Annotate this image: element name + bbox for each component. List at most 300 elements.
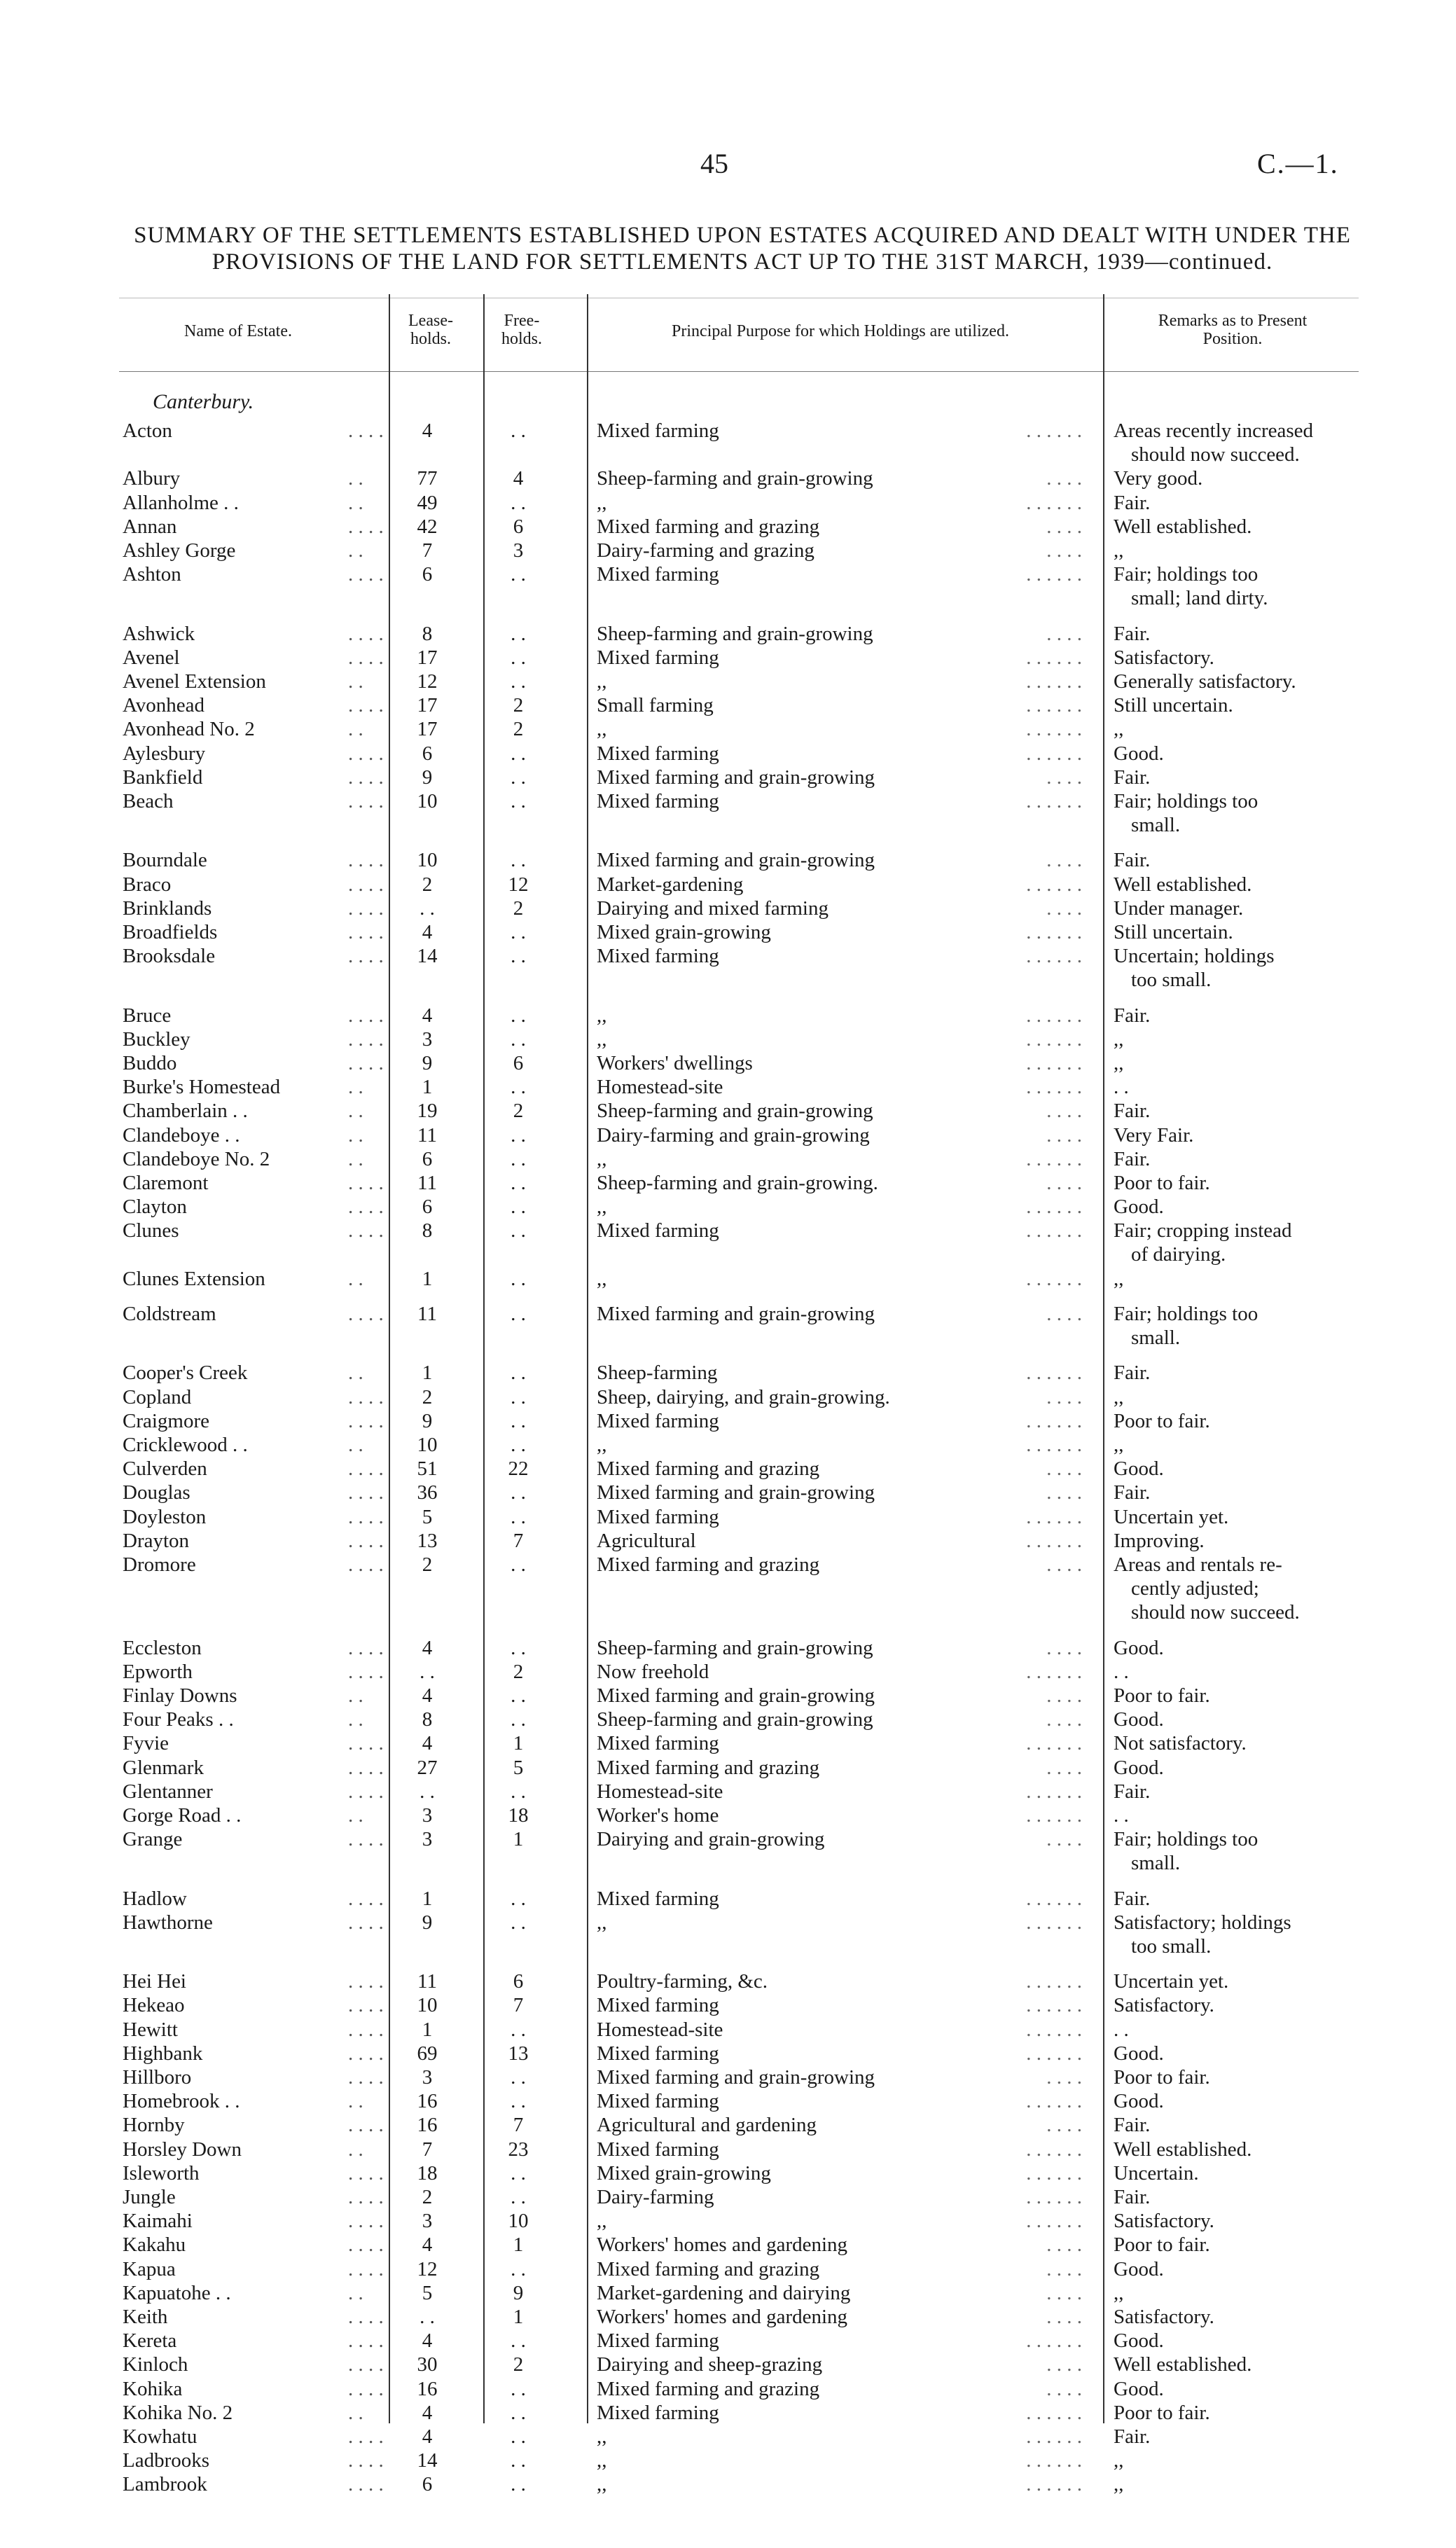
freeholds-count: 1 bbox=[513, 1828, 524, 1850]
remarks-text: Good. bbox=[1114, 742, 1164, 765]
table-row bbox=[0, 742, 1456, 766]
table-row bbox=[0, 2329, 1456, 2353]
table-row bbox=[0, 670, 1456, 693]
leaseholds-count: 49 bbox=[417, 492, 438, 514]
estate-name: Copland bbox=[123, 1386, 192, 1408]
table-row bbox=[0, 944, 1456, 992]
header-freeholds-line2: holds. bbox=[501, 330, 542, 348]
remarks-text: Good. bbox=[1114, 2378, 1164, 2400]
leader-dots: . . . . bbox=[348, 1506, 384, 1528]
leaseholds-count: 36 bbox=[417, 1481, 438, 1504]
estate-name: Kakahu bbox=[123, 2234, 186, 2256]
principal-purpose: Mixed farming and grain-growing bbox=[597, 1481, 875, 1504]
freeholds-count: 4 bbox=[513, 467, 524, 490]
estate-name: Avenel bbox=[123, 646, 180, 669]
leaseholds-count: 2 bbox=[422, 2186, 433, 2208]
leaseholds-count: 16 bbox=[417, 2114, 438, 2136]
principal-purpose: Sheep-farming and grain-growing bbox=[597, 623, 873, 645]
page-number: 45 bbox=[700, 148, 728, 179]
table-row bbox=[0, 2233, 1456, 2257]
principal-purpose: Mixed farming bbox=[597, 2402, 719, 2424]
estate-name: Beach bbox=[123, 790, 174, 812]
table-row bbox=[0, 2209, 1456, 2233]
principal-purpose: Sheep-farming and grain-growing bbox=[597, 1637, 873, 1659]
leaseholds-count: 1 bbox=[422, 1268, 433, 1290]
leader-dots: . . bbox=[348, 1684, 363, 1707]
estate-name: Aylesbury bbox=[123, 742, 206, 765]
leader-dots: . . . . bbox=[348, 1970, 384, 1993]
leader-dots: . . . . bbox=[348, 515, 384, 538]
leaseholds-count: 4 bbox=[422, 2402, 433, 2424]
purpose-leader-dots: . . . . bbox=[1046, 1481, 1082, 1504]
leaseholds-count: 1 bbox=[422, 1362, 433, 1384]
leaseholds-count: 13 bbox=[417, 1530, 438, 1552]
leaseholds-count: 2 bbox=[422, 1553, 433, 1576]
table-row bbox=[0, 717, 1456, 741]
purpose-leader-dots: . . . . . . bbox=[1026, 2425, 1082, 2448]
principal-purpose: Mixed farming bbox=[597, 2090, 719, 2112]
purpose-leader-dots: . . . . bbox=[1046, 1757, 1082, 1779]
principal-purpose: Mixed farming bbox=[597, 742, 719, 765]
estate-name: Claremont bbox=[123, 1172, 209, 1194]
purpose-leader-dots: . . . . bbox=[1046, 2378, 1082, 2400]
estate-name: Kereta bbox=[123, 2329, 177, 2352]
leaseholds-count: 6 bbox=[422, 2473, 433, 2495]
leaseholds-count: 8 bbox=[422, 1219, 433, 1242]
purpose-leader-dots: . . . . bbox=[1046, 1124, 1082, 1147]
remarks-text: ,, bbox=[1114, 2449, 1124, 2472]
principal-purpose: Mixed farming and grazing bbox=[597, 1757, 820, 1779]
table-row bbox=[0, 1505, 1456, 1529]
freeholds-count: . . bbox=[511, 2162, 526, 2185]
freeholds-count: . . bbox=[511, 1004, 526, 1027]
remarks-text: too small. bbox=[1131, 969, 1212, 992]
principal-purpose: Mixed farming and grazing bbox=[597, 1458, 820, 1480]
table-row bbox=[0, 1123, 1456, 1147]
principal-purpose: Mixed farming and grain-growing bbox=[597, 849, 875, 871]
leaseholds-count: 17 bbox=[417, 718, 438, 740]
purpose-leader-dots: . . . . . . bbox=[1026, 1732, 1082, 1754]
leader-dots: . . bbox=[348, 492, 363, 514]
freeholds-count: 2 bbox=[513, 1661, 524, 1683]
remarks-text: cently adjusted; bbox=[1131, 1577, 1259, 1600]
estate-name: Doyleston bbox=[123, 1506, 207, 1528]
freeholds-count: 3 bbox=[513, 539, 524, 562]
leaseholds-count: 8 bbox=[422, 623, 433, 645]
remarks-text: Fair; cropping instead bbox=[1114, 1219, 1292, 1242]
freeholds-count: 1 bbox=[513, 2306, 524, 2328]
remarks-text: Good. bbox=[1114, 1757, 1164, 1779]
estate-name: Glenmark bbox=[123, 1757, 204, 1779]
principal-purpose: Sheep-farming bbox=[597, 1362, 718, 1384]
leader-dots: . . . . bbox=[348, 694, 384, 716]
purpose-leader-dots: . . . . . . bbox=[1026, 1434, 1082, 1456]
leaseholds-count: 16 bbox=[417, 2378, 438, 2400]
purpose-leader-dots: . . . . . . bbox=[1026, 2019, 1082, 2041]
leader-dots: . . bbox=[348, 2138, 363, 2161]
purpose-leader-dots: . . . . bbox=[1046, 1553, 1082, 1576]
freeholds-count: 2 bbox=[513, 718, 524, 740]
estate-name: Hillboro bbox=[123, 2066, 192, 2089]
leaseholds-count: 3 bbox=[422, 1028, 433, 1051]
table-row bbox=[0, 1803, 1456, 1827]
estate-name: Clandeboye No. 2 bbox=[123, 1148, 270, 1170]
freeholds-count: . . bbox=[511, 1780, 526, 1803]
principal-purpose: ,, bbox=[597, 718, 607, 740]
freeholds-count: . . bbox=[511, 790, 526, 812]
leader-dots: . . . . bbox=[348, 2329, 384, 2352]
remarks-text: Good. bbox=[1114, 2258, 1164, 2280]
leader-dots: . . . . bbox=[348, 2210, 384, 2232]
estate-name: Gorge Road . . bbox=[123, 1804, 242, 1827]
principal-purpose: Workers' homes and gardening bbox=[597, 2306, 848, 2328]
leader-dots: . . . . bbox=[348, 873, 384, 896]
estate-name: Broadfields bbox=[123, 921, 218, 943]
freeholds-count: . . bbox=[511, 420, 526, 442]
table-row bbox=[0, 1553, 1456, 1624]
principal-purpose: Mixed farming and grazing bbox=[597, 2378, 820, 2400]
estate-name: Eccleston bbox=[123, 1637, 202, 1659]
leaseholds-count: 11 bbox=[417, 1124, 437, 1147]
table-row bbox=[0, 1660, 1456, 1684]
leaseholds-count: 6 bbox=[422, 563, 433, 586]
leader-dots: . . . . bbox=[348, 2234, 384, 2256]
remarks-text: ,, bbox=[1114, 1268, 1124, 1290]
table-row bbox=[0, 848, 1456, 872]
principal-purpose: Mixed farming bbox=[597, 945, 719, 967]
table-row bbox=[0, 789, 1456, 837]
remarks-text: should now succeed. bbox=[1131, 1601, 1300, 1624]
leaseholds-count: 7 bbox=[422, 2138, 433, 2161]
freeholds-count: . . bbox=[511, 1124, 526, 1147]
purpose-leader-dots: . . . . . . bbox=[1026, 420, 1082, 442]
remarks-text: small. bbox=[1131, 1327, 1181, 1350]
table-row bbox=[0, 873, 1456, 896]
estate-name: Chamberlain . . bbox=[123, 1100, 248, 1122]
freeholds-count: . . bbox=[511, 1553, 526, 1576]
estate-name: Glentanner bbox=[123, 1780, 213, 1803]
freeholds-count: 5 bbox=[513, 1757, 524, 1779]
principal-purpose: ,, bbox=[597, 1148, 607, 1170]
remarks-text: ,, bbox=[1114, 1386, 1124, 1408]
leader-dots: . . bbox=[348, 2402, 363, 2424]
remarks-text: too small. bbox=[1131, 1935, 1212, 1958]
freeholds-count: . . bbox=[511, 670, 526, 693]
remarks-text: ,, bbox=[1114, 539, 1124, 562]
table-row bbox=[0, 1075, 1456, 1099]
freeholds-count: 2 bbox=[513, 1100, 524, 1122]
freeholds-count: . . bbox=[511, 1506, 526, 1528]
table-row bbox=[0, 2425, 1456, 2449]
leader-dots: . . . . bbox=[348, 1911, 384, 1934]
purpose-leader-dots: . . . . . . bbox=[1026, 1362, 1082, 1384]
remarks-text: Generally satisfactory. bbox=[1114, 670, 1296, 693]
remarks-text: Areas and rentals re- bbox=[1114, 1553, 1282, 1576]
remarks-text: Fair. bbox=[1114, 849, 1151, 871]
leader-dots: . . . . bbox=[348, 1052, 384, 1074]
remarks-text: Satisfactory. bbox=[1114, 646, 1214, 669]
principal-purpose: Homestead-site bbox=[597, 2019, 723, 2041]
remarks-text: Fair. bbox=[1114, 492, 1151, 514]
principal-purpose: Mixed farming bbox=[597, 2042, 719, 2065]
leader-dots: . . bbox=[348, 1362, 363, 1384]
leader-dots: . . . . bbox=[348, 1303, 384, 1325]
freeholds-count: . . bbox=[511, 2425, 526, 2448]
table-row bbox=[0, 2185, 1456, 2209]
leader-dots: . . . . bbox=[348, 1553, 384, 1576]
table-row bbox=[0, 1385, 1456, 1409]
leaseholds-count: 3 bbox=[422, 1804, 433, 1827]
principal-purpose: Mixed farming bbox=[597, 420, 719, 442]
remarks-text: . . bbox=[1114, 1804, 1129, 1827]
principal-purpose: Mixed farming and grain-growing bbox=[597, 2066, 875, 2089]
estate-name: Four Peaks . . bbox=[123, 1708, 234, 1731]
estate-name: Highbank bbox=[123, 2042, 203, 2065]
purpose-leader-dots: . . . . bbox=[1046, 2114, 1082, 2136]
leaseholds-count: 3 bbox=[422, 1828, 433, 1850]
purpose-leader-dots: . . . . bbox=[1046, 1303, 1082, 1325]
remarks-text: Fair. bbox=[1114, 1362, 1151, 1384]
table-row bbox=[0, 2377, 1456, 2401]
freeholds-count: 6 bbox=[513, 515, 524, 538]
principal-purpose: Mixed farming and grazing bbox=[597, 2258, 820, 2280]
purpose-leader-dots: . . . . . . bbox=[1026, 718, 1082, 740]
table-row bbox=[0, 1004, 1456, 1027]
leaseholds-count: 30 bbox=[417, 2353, 438, 2376]
freeholds-count: . . bbox=[511, 766, 526, 789]
freeholds-count: . . bbox=[511, 2258, 526, 2280]
remarks-text: Fair. bbox=[1114, 1481, 1151, 1504]
freeholds-count: . . bbox=[511, 849, 526, 871]
remarks-text: Poor to fair. bbox=[1114, 2066, 1210, 2089]
estate-name: Jungle bbox=[123, 2186, 176, 2208]
leader-dots: . . bbox=[348, 1708, 363, 1731]
purpose-leader-dots: . . . . . . bbox=[1026, 2138, 1082, 2161]
purpose-leader-dots: . . . . bbox=[1046, 1684, 1082, 1707]
leaseholds-count: 9 bbox=[422, 1052, 433, 1074]
freeholds-count: . . bbox=[511, 742, 526, 765]
leaseholds-count: 2 bbox=[422, 873, 433, 896]
principal-purpose: Sheep-farming and grain-growing bbox=[597, 1708, 873, 1731]
principal-purpose: Mixed farming bbox=[597, 1888, 719, 1910]
leader-dots: . . . . bbox=[348, 2114, 384, 2136]
principal-purpose: Mixed farming bbox=[597, 646, 719, 669]
estate-name: Clayton bbox=[123, 1196, 187, 1218]
freeholds-count: 7 bbox=[513, 1530, 524, 1552]
remarks-text: Fair; holdings too bbox=[1114, 1828, 1259, 1850]
estate-name: Cricklewood . . bbox=[123, 1434, 248, 1456]
principal-purpose: Mixed farming and grain-growing bbox=[597, 766, 875, 789]
remarks-text: Poor to fair. bbox=[1114, 1684, 1210, 1707]
leaseholds-count: 6 bbox=[422, 1196, 433, 1218]
purpose-leader-dots: . . . . . . bbox=[1026, 1780, 1082, 1803]
leader-dots: . . bbox=[348, 2282, 363, 2304]
remarks-text: ,, bbox=[1114, 2473, 1124, 2495]
estate-name: Hei Hei bbox=[123, 1970, 186, 1993]
leader-dots: . . . . bbox=[348, 1458, 384, 1480]
leaseholds-count: 9 bbox=[422, 766, 433, 789]
purpose-leader-dots: . . . . . . bbox=[1026, 1076, 1082, 1098]
freeholds-count: . . bbox=[511, 1708, 526, 1731]
leader-dots: . . . . bbox=[348, 742, 384, 765]
header-name-of-estate: Name of Estate. bbox=[184, 322, 292, 340]
leaseholds-count: 3 bbox=[422, 2066, 433, 2089]
purpose-leader-dots: . . . . bbox=[1046, 1172, 1082, 1194]
purpose-leader-dots: . . . . . . bbox=[1026, 1268, 1082, 1290]
leader-dots: . . bbox=[348, 2090, 363, 2112]
table-row bbox=[0, 2138, 1456, 2161]
header-leaseholds bbox=[399, 312, 462, 348]
remarks-text: Good. bbox=[1114, 2329, 1164, 2352]
estate-name: Ashley Gorge bbox=[123, 539, 236, 562]
table-row bbox=[0, 2065, 1456, 2089]
remarks-text: Fair. bbox=[1114, 623, 1151, 645]
freeholds-count: 10 bbox=[508, 2210, 529, 2232]
freeholds-count: . . bbox=[511, 1268, 526, 1290]
purpose-leader-dots: . . . . bbox=[1046, 2306, 1082, 2328]
header-freeholds-line1: Free- bbox=[504, 312, 540, 330]
table-row bbox=[0, 1219, 1456, 1266]
table-row bbox=[0, 1302, 1456, 1350]
principal-purpose: Agricultural and gardening bbox=[597, 2114, 817, 2136]
estate-name: Isleworth bbox=[123, 2162, 200, 2185]
purpose-leader-dots: . . . . . . bbox=[1026, 646, 1082, 669]
principal-purpose: Mixed farming and grazing bbox=[597, 1553, 820, 1576]
remarks-text: Uncertain. bbox=[1114, 2162, 1199, 2185]
section-heading-canterbury: Canterbury. bbox=[153, 390, 254, 413]
leader-dots: . . . . bbox=[348, 2306, 384, 2328]
purpose-leader-dots: . . . . . . bbox=[1026, 1028, 1082, 1051]
estate-name: Horsley Down bbox=[123, 2138, 242, 2161]
leaseholds-count: 11 bbox=[417, 1172, 437, 1194]
estate-name: Annan bbox=[123, 515, 177, 538]
remarks-text: Fair. bbox=[1114, 1780, 1151, 1803]
freeholds-count: . . bbox=[511, 1434, 526, 1456]
leader-dots: . . . . bbox=[348, 1780, 384, 1803]
purpose-leader-dots: . . . . . . bbox=[1026, 2042, 1082, 2065]
leaseholds-count: 8 bbox=[422, 1708, 433, 1731]
freeholds-count: . . bbox=[511, 1172, 526, 1194]
estate-name: Kohika bbox=[123, 2378, 183, 2400]
freeholds-count: . . bbox=[511, 1911, 526, 1934]
principal-purpose: Mixed farming bbox=[597, 1219, 719, 1242]
freeholds-count: . . bbox=[511, 1076, 526, 1098]
principal-purpose: Sheep-farming and grain-growing bbox=[597, 467, 873, 490]
freeholds-count: 6 bbox=[513, 1052, 524, 1074]
purpose-leader-dots: . . . . bbox=[1046, 1386, 1082, 1408]
leaseholds-count: 12 bbox=[417, 670, 438, 693]
freeholds-count: . . bbox=[511, 1219, 526, 1242]
estate-name: Brooksdale bbox=[123, 945, 216, 967]
leaseholds-count: 27 bbox=[417, 1757, 438, 1779]
leader-dots: . . . . bbox=[348, 849, 384, 871]
remarks-text: Very Fair. bbox=[1114, 1124, 1194, 1147]
remarks-text: Fair. bbox=[1114, 1100, 1151, 1122]
purpose-leader-dots: . . . . . . bbox=[1026, 2329, 1082, 2352]
remarks-text: Uncertain yet. bbox=[1114, 1970, 1229, 1993]
remarks-text: Areas recently increased bbox=[1114, 420, 1314, 442]
freeholds-count: . . bbox=[511, 2402, 526, 2424]
freeholds-count: 12 bbox=[508, 873, 529, 896]
principal-purpose: Dairy-farming and grazing bbox=[597, 539, 814, 562]
header-bottom-rule bbox=[119, 371, 1359, 372]
remarks-text: Good. bbox=[1114, 1458, 1164, 1480]
purpose-leader-dots: . . . . . . bbox=[1026, 2090, 1082, 2112]
leader-dots: . . . . bbox=[348, 1004, 384, 1027]
freeholds-count: . . bbox=[511, 2186, 526, 2208]
purpose-leader-dots: . . . . . . bbox=[1026, 2449, 1082, 2472]
purpose-leader-dots: . . . . bbox=[1046, 1828, 1082, 1850]
table-row bbox=[0, 2257, 1456, 2281]
principal-purpose: Dairy-farming and grain-growing bbox=[597, 1124, 870, 1147]
principal-purpose: Market-gardening bbox=[597, 873, 744, 896]
table-row bbox=[0, 1267, 1456, 1291]
purpose-leader-dots: . . . . . . bbox=[1026, 670, 1082, 693]
freeholds-count: . . bbox=[511, 1637, 526, 1659]
principal-purpose: Mixed farming bbox=[597, 563, 719, 586]
estate-name: Hewitt bbox=[123, 2019, 178, 2041]
freeholds-count: 7 bbox=[513, 1994, 524, 2016]
table-row bbox=[0, 1636, 1456, 1660]
freeholds-count: 1 bbox=[513, 1732, 524, 1754]
remarks-text: . . bbox=[1114, 1076, 1129, 1098]
purpose-leader-dots: . . . . bbox=[1046, 1458, 1082, 1480]
freeholds-count: . . bbox=[511, 2449, 526, 2472]
leader-dots: . . bbox=[348, 1100, 363, 1122]
estate-name: Brinklands bbox=[123, 897, 212, 920]
purpose-leader-dots: . . . . bbox=[1046, 849, 1082, 871]
leader-dots: . . . . bbox=[348, 1386, 384, 1408]
estate-name: Clunes Extension bbox=[123, 1268, 265, 1290]
remarks-text: Satisfactory; holdings bbox=[1114, 1911, 1291, 1934]
remarks-text: . . bbox=[1114, 1661, 1129, 1683]
remarks-text: Fair. bbox=[1114, 1004, 1151, 1027]
purpose-leader-dots: . . . . bbox=[1046, 2258, 1082, 2280]
principal-purpose: Mixed farming bbox=[597, 1410, 719, 1432]
leader-dots: . . bbox=[348, 467, 363, 490]
freeholds-count: . . bbox=[511, 1196, 526, 1218]
leaseholds-count: 9 bbox=[422, 1410, 433, 1432]
estate-name: Hawthorne bbox=[123, 1911, 213, 1934]
leaseholds-count: 5 bbox=[422, 1506, 433, 1528]
principal-purpose: Mixed farming bbox=[597, 790, 719, 812]
leaseholds-count: 6 bbox=[422, 742, 433, 765]
leaseholds-count: 16 bbox=[417, 2090, 438, 2112]
remarks-text: ,, bbox=[1114, 1028, 1124, 1051]
leaseholds-count: 69 bbox=[417, 2042, 438, 2065]
principal-purpose: Dairy-farming bbox=[597, 2186, 714, 2208]
principal-purpose: ,, bbox=[597, 1268, 607, 1290]
remarks-text: small. bbox=[1131, 1852, 1181, 1875]
remarks-text: Well established. bbox=[1114, 2138, 1252, 2161]
purpose-leader-dots: . . . . . . bbox=[1026, 1804, 1082, 1827]
estate-name: Avenel Extension bbox=[123, 670, 266, 693]
leader-dots: . . . . bbox=[348, 2473, 384, 2495]
principal-purpose: Dairying and sheep-grazing bbox=[597, 2353, 823, 2376]
estate-name: Allanholme . . bbox=[123, 492, 239, 514]
leaseholds-count: 6 bbox=[422, 1148, 433, 1170]
table-row bbox=[0, 920, 1456, 944]
header-leaseholds-line1: Lease- bbox=[408, 312, 453, 330]
leaseholds-count: 1 bbox=[422, 1076, 433, 1098]
estate-name: Bankfield bbox=[123, 766, 203, 789]
estate-name: Kowhatu bbox=[123, 2425, 197, 2448]
table-row bbox=[0, 2161, 1456, 2185]
freeholds-count: 2 bbox=[513, 2353, 524, 2376]
table-row bbox=[0, 1027, 1456, 1051]
principal-purpose: ,, bbox=[597, 2210, 607, 2232]
remarks-text: Uncertain yet. bbox=[1114, 1506, 1229, 1528]
